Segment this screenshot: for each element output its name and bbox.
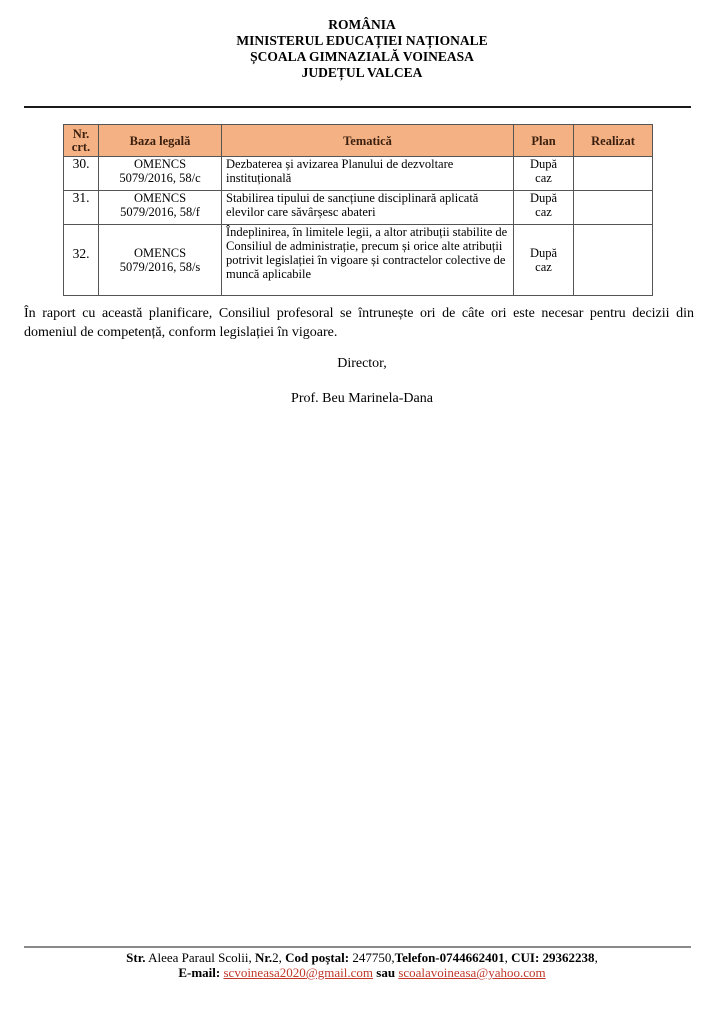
street-value: Aleea Paraul Scolii, — [145, 950, 255, 965]
footer-divider — [24, 946, 691, 948]
header-ministry: MINISTERUL EDUCAȚIEI NAȚIONALE — [236, 33, 488, 48]
cui: CUI: 29362238 — [511, 950, 595, 965]
postal-code-label: Cod poștal: — [285, 950, 350, 965]
cell-baza-line2: 5079/2016, 58/f — [120, 205, 200, 219]
column-header-baza: Baza legală — [99, 125, 222, 157]
cell-baza — [99, 191, 222, 225]
phone: Telefon-0744662401 — [394, 950, 505, 965]
cell-baza-line1: OMENCS — [133, 191, 187, 205]
column-header-tematica: Tematică — [222, 125, 514, 157]
planning-table — [63, 124, 653, 296]
number-value: 2, — [272, 950, 286, 965]
line-end: , — [594, 950, 598, 965]
cell-plan-line1: După — [529, 157, 558, 171]
cell-nr: 31. — [64, 191, 99, 225]
header-county: JUDEȚUL VALCEA — [301, 65, 423, 80]
cell-plan-line2: caz — [535, 171, 552, 185]
closing-paragraph: În raport cu această planificare, Consiliul profesoral se întrunește ori de câte ori este necesar pentru decizii din domeniul de competență, conform legislației în vigoare. — [24, 306, 694, 340]
cell-tematica: Îndeplinirea, în limitele legii, a altor atribuții stabilite de Consiliul de administrație, precum și orice alte atribuții potrivit legislației în vigoare și contractelor colective de muncă aplicabile — [222, 225, 514, 296]
table-row — [64, 225, 653, 296]
street-label: Str. — [126, 950, 146, 965]
cell-baza — [99, 225, 222, 296]
cell-tematica: Dezbaterea și avizarea Planului de dezvoltare instituțională — [222, 157, 514, 191]
table-header-row — [64, 125, 653, 157]
cell-realizat — [574, 157, 653, 191]
email-link-gmail[interactable]: scvoineasa2020@gmail.com — [223, 965, 374, 980]
email-link-yahoo[interactable]: scoalavoineasa@yahoo.com — [398, 965, 546, 980]
cell-plan-line1: După — [529, 246, 558, 260]
table-row — [64, 191, 653, 225]
email-label: E-mail: — [178, 965, 221, 980]
postal-code-value: 247750, — [349, 950, 395, 965]
number-label: Nr. — [254, 950, 273, 965]
cell-plan — [514, 225, 574, 296]
header-school: ȘCOALA GIMNAZIALĂ VOINEASA — [250, 49, 474, 64]
cell-tematica: Stabilirea tipului de sancțiune disciplinară aplicată elevilor care săvârșesc abateri — [222, 191, 514, 225]
cell-baza — [99, 157, 222, 191]
email-or: sau — [373, 965, 399, 980]
footer-email-line — [0, 965, 724, 980]
director-label: Director, — [337, 356, 387, 371]
cell-plan-line2: caz — [535, 205, 552, 219]
column-header-plan: Plan — [514, 125, 574, 157]
column-header-realizat: Realizat — [574, 125, 653, 157]
header-divider — [24, 106, 691, 108]
document-header — [0, 17, 724, 81]
column-header-nr-line2: crt. — [71, 139, 91, 154]
cell-realizat — [574, 225, 653, 296]
director-name: Prof. Beu Marinela-Dana — [291, 391, 433, 406]
column-header-nr-line1: Nr. — [72, 126, 90, 141]
cell-baza-line2: 5079/2016, 58/s — [119, 260, 201, 274]
cell-realizat — [574, 191, 653, 225]
cell-plan — [514, 191, 574, 225]
cell-plan-line1: După — [529, 191, 558, 205]
cell-plan — [514, 157, 574, 191]
cell-baza-line2: 5079/2016, 58/c — [119, 171, 201, 185]
footer-address-line — [0, 950, 724, 965]
footer — [0, 950, 724, 980]
separator: , — [504, 950, 512, 965]
cell-baza-line1: OMENCS — [133, 246, 187, 260]
header-country: ROMÂNIA — [328, 17, 396, 32]
cell-baza-line1: OMENCS — [133, 157, 187, 171]
cell-nr: 32. — [64, 225, 99, 296]
cell-nr: 30. — [64, 157, 99, 191]
table-row — [64, 157, 653, 191]
cell-plan-line2: caz — [535, 260, 552, 274]
column-header-nr — [64, 125, 99, 157]
